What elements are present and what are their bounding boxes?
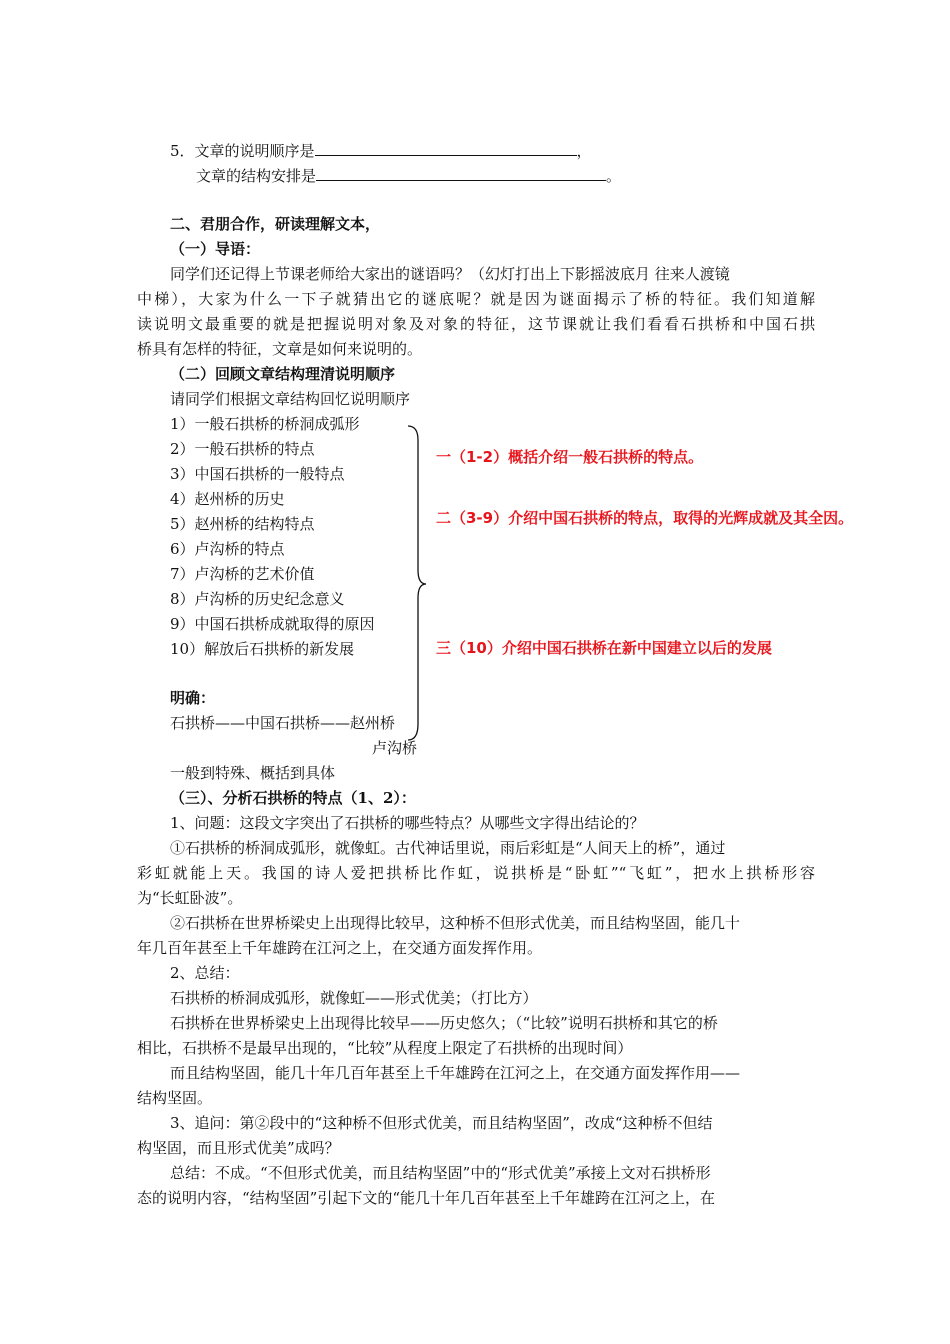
review-item: 9）中国石拱桥成就取得的原因: [170, 615, 375, 633]
intro-line: 中梯），大家为什么一下子就猜出它的谜底呢？就是因为谜面揭示了桥的特征。我们知道解: [137, 290, 815, 308]
analysis-line: 总结：不成。“不但形式优美，而且结构坚固”中的“形式优美”承接上文对石拱桥形: [170, 1164, 711, 1182]
clarify-line-1: 石拱桥——中国石拱桥——赵州桥: [170, 714, 396, 732]
q5-order-end: ，: [576, 142, 592, 160]
q5-structure-end: 。: [606, 167, 622, 185]
review-item: 8）卢沟桥的历史纪念意义: [170, 590, 345, 608]
analysis-line: 相比，石拱桥不是最早出现的，“比较”从程度上限定了石拱桥的出现时间）: [137, 1039, 633, 1057]
q5-line-1: [170, 141, 592, 161]
analysis-line: 石拱桥的桥洞成弧形，就像虹——形式优美；（打比方）: [170, 989, 538, 1007]
analysis-line: ①石拱桥的桥洞成弧形，就像虹。古代神话里说，雨后彩虹是“人间天上的桥”，通过: [170, 839, 726, 857]
part-one-summary: 一（1-2）概括介绍一般石拱桥的特点。: [436, 448, 704, 466]
review-item: 7）卢沟桥的艺术价值: [170, 565, 315, 583]
part-three-summary: 三（10）介绍中国石拱桥在新中国建立以后的发展: [436, 639, 772, 657]
section-2-heading: 二、君朋合作，研读理解文本，: [170, 215, 381, 233]
review-item: 1）一般石拱桥的桥洞成弧形: [170, 415, 360, 433]
review-prompt: 请同学们根据文章结构回忆说明顺序: [170, 390, 411, 408]
intro-line: 桥具有怎样的特征，文章是如何来说明的。: [137, 340, 423, 358]
q5-structure-label: 文章的结构安排是: [196, 167, 317, 185]
intro-line: 同学们还记得上节课老师给大家出的谜语吗？（幻灯打出上下影摇波底月 往来人渡镜: [170, 265, 730, 283]
review-item: 3）中国石拱桥的一般特点: [170, 465, 345, 483]
review-item: 6）卢沟桥的特点: [170, 540, 285, 558]
intro-line: 读说明文最重要的就是把握说明对象及对象的特征，这节课就让我们看看石拱桥和中国石拱: [137, 315, 815, 333]
clarify-line-2: 卢沟桥: [372, 739, 418, 757]
analysis-heading: （三）、分析石拱桥的特点（1、2）：: [170, 789, 416, 807]
q5-line-2: [196, 166, 621, 186]
analysis-line: 而且结构坚固，能几十年几百年甚至上千年雄跨在江河之上，在交通方面发挥作用——: [170, 1064, 741, 1082]
clarify-heading: 明确：: [170, 689, 216, 707]
analysis-line: 态的说明内容，“结构坚固”引起下文的“能几十年几百年甚至上千年雄跨在江河之上，在: [137, 1189, 716, 1207]
review-heading: （二）回顾文章结构理清说明顺序: [170, 365, 396, 383]
analysis-line: 2、总结：: [170, 964, 240, 982]
analysis-line: 彩虹就能上天。我国的诗人爱把拱桥比作虹，说拱桥是“卧虹”“飞虹”，把水上拱桥形容: [137, 864, 815, 882]
q5-structure-blank[interactable]: [316, 166, 606, 181]
analysis-line: 石拱桥在世界桥梁史上出现得比较早——历史悠久；（“比较”说明石拱桥和其它的桥: [170, 1014, 718, 1032]
analysis-line: 1、问题：这段文字突出了石拱桥的哪些特点？从哪些文字得出结论的？: [170, 814, 645, 832]
q5-order-blank[interactable]: [315, 141, 577, 156]
review-item: 5）赵州桥的结构特点: [170, 515, 315, 533]
analysis-line: 结构坚固。: [137, 1089, 213, 1107]
analysis-line: 年几百年甚至上千年雄跨在江河之上，在交通方面发挥作用。: [137, 939, 543, 957]
clarify-line-3: 一般到特殊、概括到具体: [170, 764, 336, 782]
intro-heading: （一）导语：: [170, 240, 261, 258]
review-item: 4）赵州桥的历史: [170, 490, 285, 508]
q5-order-label: 5．文章的说明顺序是: [170, 142, 315, 160]
curly-brace-icon: [404, 424, 430, 744]
analysis-line: 构坚固，而且形式优美”成吗？: [137, 1139, 340, 1157]
review-item: 2）一般石拱桥的特点: [170, 440, 315, 458]
part-two-summary: 二（3-9）介绍中国石拱桥的特点，取得的光辉成就及其全因。: [436, 509, 854, 527]
analysis-line: 3、追问：第②段中的“这种桥不但形式优美，而且结构坚固”，改成“这种桥不但结: [170, 1114, 713, 1132]
analysis-line: 为“长虹卧波”。: [137, 889, 243, 907]
analysis-line: ②石拱桥在世界桥梁史上出现得比较早，这种桥不但形式优美，而且结构坚固，能几十: [170, 914, 741, 932]
review-item: 10）解放后石拱桥的新发展: [170, 640, 355, 658]
